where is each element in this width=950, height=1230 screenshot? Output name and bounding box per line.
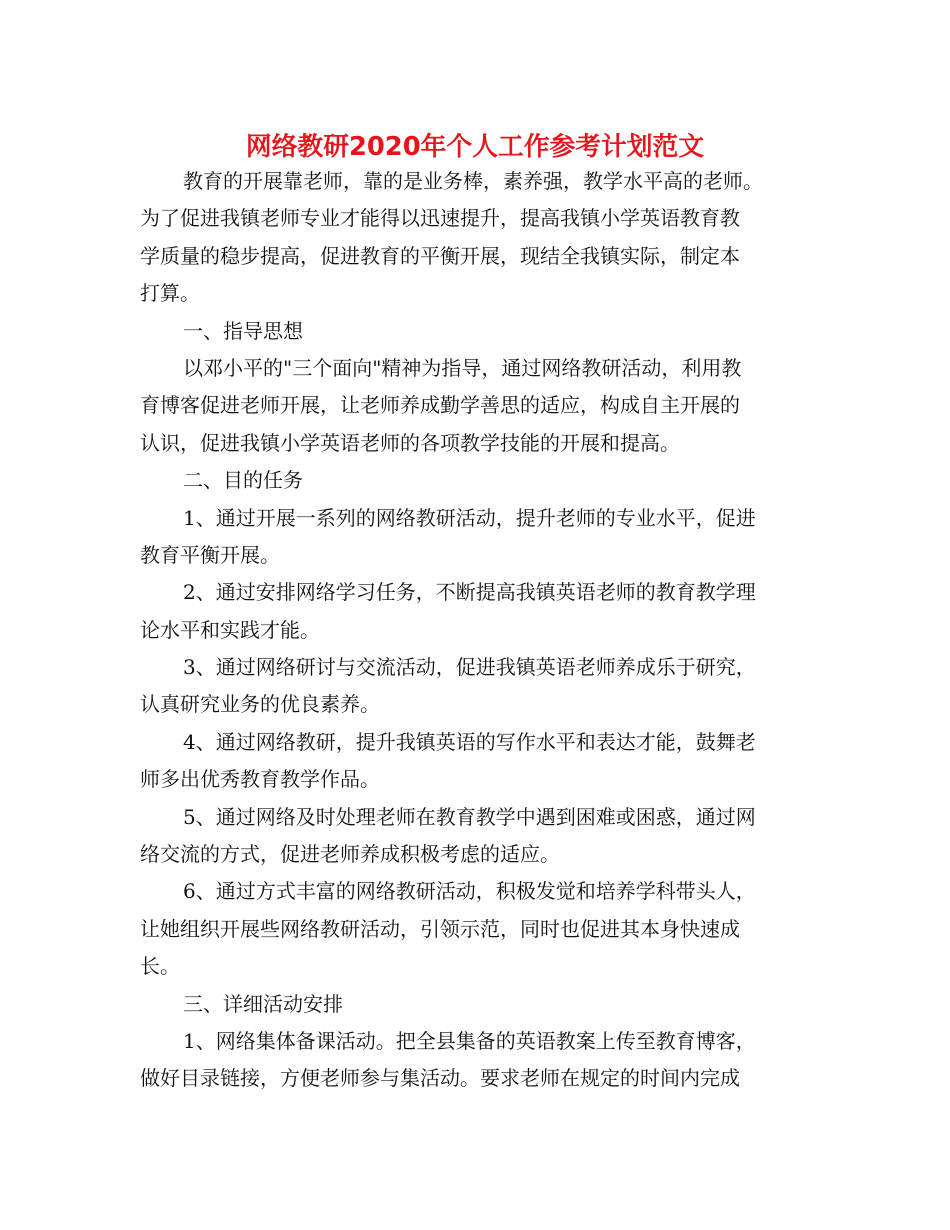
text-line: 打算。	[140, 281, 200, 306]
text-line: 教育的开展靠老师，靠的是业务棒，素养强，教学水平高的老师。	[183, 169, 763, 193]
text-line: 学质量的稳步提高，促进教育的平衡开展，现结全我镇实际，制定本	[140, 243, 740, 268]
text-line: 络交流的方式，促进老师养成积极考虑的适应。	[140, 842, 560, 867]
text-line: 6、通过方式丰富的网络教研活动，积极发觉和培养学科带头人，	[183, 879, 756, 904]
text-line: 二、目的任务	[183, 468, 303, 493]
text-line: 3、通过网络研讨与交流活动，促进我镇英语老师养成乐于研究，	[183, 655, 756, 680]
text-line: 1、网络集体备课活动。把全县集备的英语教案上传至教育博客，	[183, 1028, 756, 1053]
text-line: 一、指导思想	[183, 318, 303, 343]
text-line: 做好目录链接，方便老师参与集活动。要求老师在规定的时间内完成	[140, 1066, 740, 1091]
text-line: 长。	[140, 954, 180, 979]
document-title: 网络教研2020年个人工作参考计划范文	[245, 132, 705, 162]
text-line: 为了促进我镇老师专业才能得以迅速提升，提高我镇小学英语教育教	[140, 206, 740, 231]
text-line: 育博客促进老师开展，让老师养成勤学善思的适应，构成自主开展的	[140, 393, 740, 418]
text-line: 2、通过安排网络学习任务，不断提高我镇英语老师的教育教学理	[183, 580, 756, 605]
text-line: 以邓小平的"三个面向"精神为指导，通过网络教研活动，利用教	[183, 355, 742, 380]
document-body	[140, 163, 812, 1098]
text-line: 教育平衡开展。	[140, 542, 280, 567]
text-line: 师多出优秀教育教学作品。	[140, 767, 380, 792]
text-line: 论水平和实践才能。	[140, 617, 320, 642]
text-line: 认真研究业务的优良素养。	[140, 692, 380, 717]
text-line: 4、通过网络教研，提升我镇英语的写作水平和表达才能，鼓舞老	[183, 729, 756, 754]
text-line: 三、详细活动安排	[183, 991, 343, 1016]
text-line: 5、通过网络及时处理老师在教育教学中遇到困难或困惑，通过网	[183, 804, 756, 829]
text-line: 认识，促进我镇小学英语老师的各项教学技能的开展和提高。	[140, 430, 680, 455]
text-line: 1、通过开展一系列的网络教研活动，提升老师的专业水平，促进	[183, 505, 756, 530]
text-line: 让她组织开展些网络教研活动，引领示范，同时也促进其本身快速成	[140, 916, 740, 941]
